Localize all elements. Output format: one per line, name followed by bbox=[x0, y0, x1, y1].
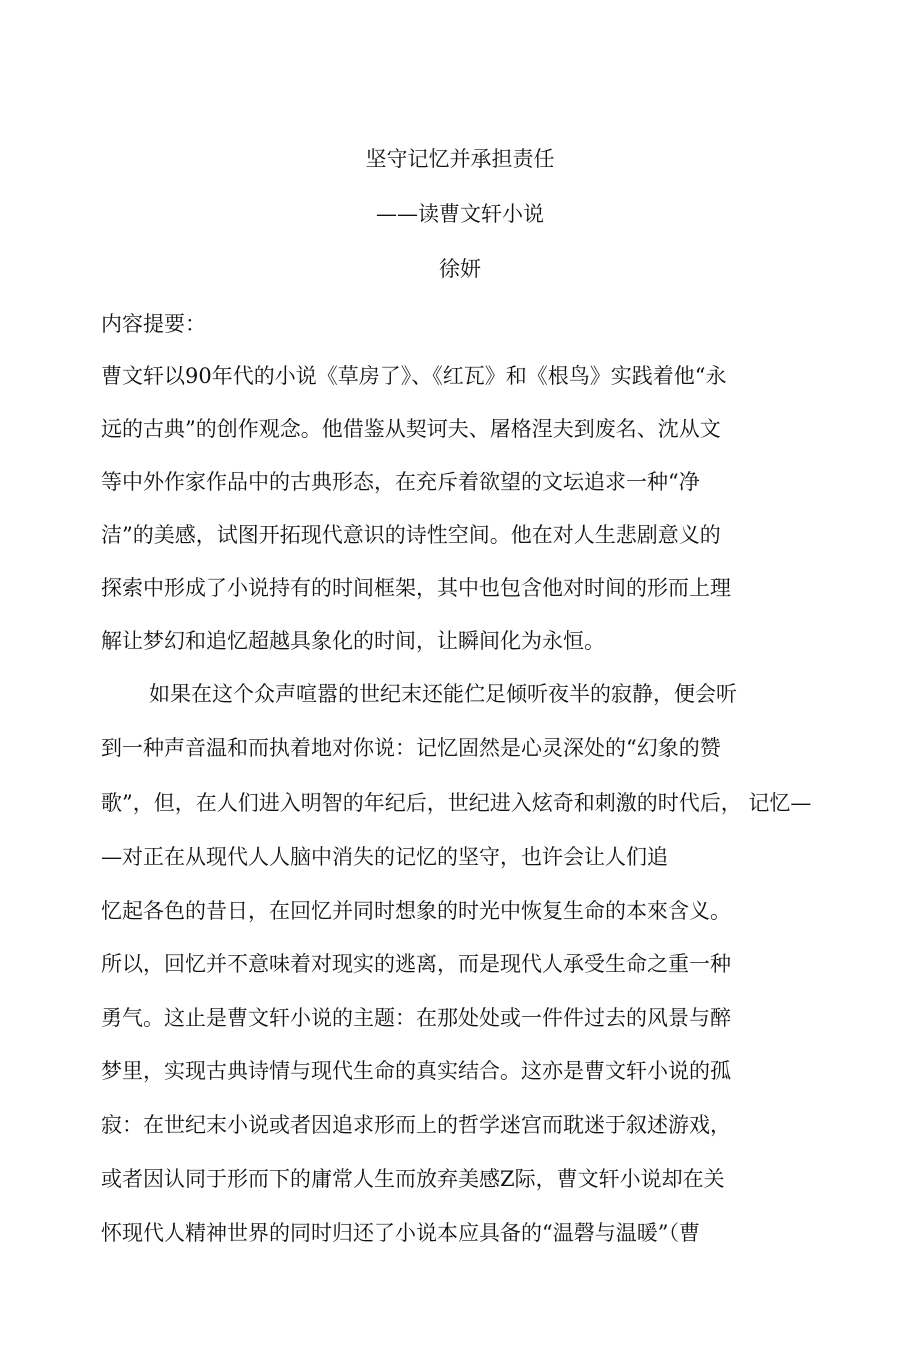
abstract-line: 曹文轩以90年代的小说《草房了》、《红瓦》和《根鸟》实践着他“永 bbox=[101, 364, 727, 388]
abstract-line: 等中外作家作品中的古典形态，在充斥着欲望的文坛追求一种“净 bbox=[101, 470, 700, 494]
abstract-line: 远的古典”的创作观念。他借鉴从契诃夫、屠格涅夫到废名、沈从文 bbox=[101, 417, 721, 441]
document-author: 徐妍 bbox=[439, 257, 481, 281]
abstract-line: 洁”的美感，试图开拓现代意识的诗性空间。他在对人生悲剧意义的 bbox=[101, 523, 721, 547]
body-line: 梦里，实现古典诗情与现代生命的真实结合。这亦是曹文轩小说的孤 bbox=[101, 1059, 731, 1083]
body-line: 歌”，但，在人们进入明智的年纪后，世纪进入炫奇和刺激的时代后， 记忆— bbox=[101, 791, 812, 815]
document-subtitle: ——读曹文轩小说 bbox=[376, 202, 544, 226]
body-line: 或者因认同于形而下的庸常人生而放弃美感Z际，曹文轩小说却在关 bbox=[101, 1167, 725, 1191]
body-line: 勇气。这止是曹文轩小说的主题：在那处处或一件件过去的风景与醉 bbox=[101, 1006, 731, 1030]
abstract-line: 解让梦幻和追忆超越具象化的时间，让瞬间化为永恒。 bbox=[101, 629, 605, 653]
body-line: 怀现代人精神世界的同时归还了小说本应具备的“温磬与温暖”（曹 bbox=[101, 1221, 700, 1245]
body-line: 如果在这个众声喧嚣的世纪末还能伫足倾听夜半的寂静，便会听 bbox=[149, 682, 737, 706]
body-line: —对正在从现代人人脑中消失的记忆的坚守，也许会让人们追 bbox=[101, 845, 668, 869]
body-line: 到一种声音温和而执着地对你说：记忆固然是心灵深处的“幻象的赞 bbox=[101, 736, 721, 760]
body-line: 寂：在世纪末小说或者因追求形而上的哲学迷宫而耽迷于叙述游戏， bbox=[101, 1113, 731, 1137]
abstract-line: 探索中形成了小说持有的时间框架，其中也包含他对时间的形而上理 bbox=[101, 576, 731, 600]
abstract-label: 内容提要： bbox=[101, 312, 206, 336]
body-line: 忆起各色的昔日，在回忆并同时想象的时光中恢复生命的本來含义。 bbox=[101, 899, 731, 923]
document-title: 坚守记忆并承担责任 bbox=[365, 147, 555, 171]
body-line: 所以，回忆并不意味着对现实的逃离，而是现代人承受生命之重一种 bbox=[101, 952, 731, 976]
